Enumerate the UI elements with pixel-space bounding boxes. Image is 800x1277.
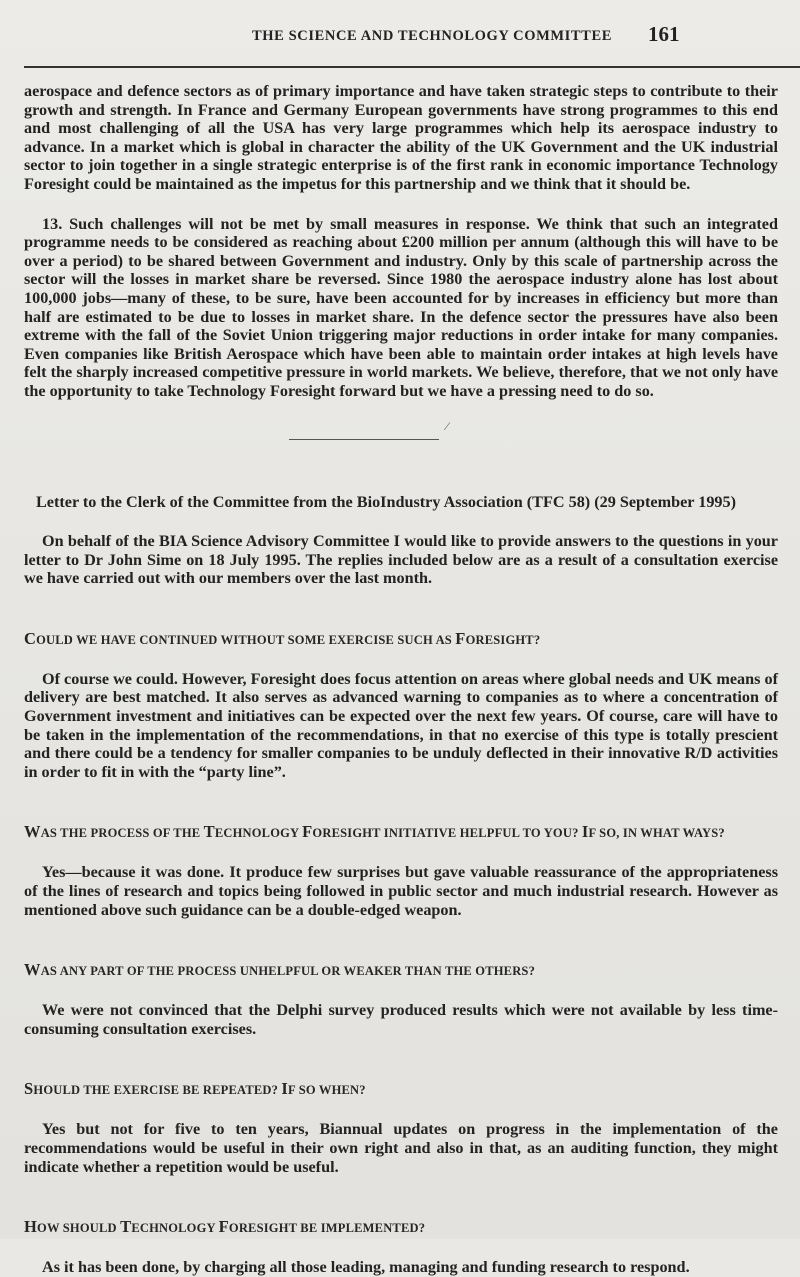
letter-intro: On behalf of the BIA Science Advisory Committee I would like to provide answers to the questions in your letter to Dr John Sime on 18 July 1995. The replies included below are as a result of a consultation exercise we have carried out with our members over the last month. xyxy=(24,532,778,588)
separator-rule xyxy=(289,439,439,440)
question-heading xyxy=(24,1080,778,1099)
answer-paragraph: Yes but not for five to ten years, Biannual updates on progress in the implementation of the recommendations would be useful in their own right and also in that, as an auditing function, they might indicate whether a repetition would be useful. xyxy=(24,1120,778,1176)
answer-paragraph: As it has been done, by charging all those leading, managing and funding research to respond. xyxy=(42,1258,690,1277)
answer-paragraph: Of course we could. However, Foresight does focus attention on areas where global needs and UK means of delivery are best matched. It also serves as advanced warning to companies as to where a concentration of Government investment and initiatives can be expected over the next few years. Of course, care will have to be taken in the implementation of the recommendations, in that no exercise of this type is totally prescient and there could be a tendency for smaller companies to be unduly deflected in their innovative R/D activities in order to fit in with the “party line”. xyxy=(24,669,778,781)
answer-paragraph: Yes—because it was done. It produce few surprises but gave valuable reassurance of the appropriateness of the lines of research and topics being followed in public sector and much industrial research. However as mentioned above such guidance can be a double-edged weapon. xyxy=(24,863,778,919)
answer-paragraph: We were not convinced that the Delphi survey produced results which were not available by less time-consuming consultation exercises. xyxy=(24,1001,778,1038)
question-initial: T xyxy=(203,822,215,842)
question-text: HOULD THE EXERCISE BE REPEATED? xyxy=(33,1083,282,1098)
header-title: THE SCIENCE AND TECHNOLOGY COMMITTEE xyxy=(252,28,612,44)
page-content xyxy=(24,82,778,1277)
question-heading xyxy=(24,823,778,842)
question-text: OULD WE HAVE CONTINUED WITHOUT SOME EXERCISE SUCH AS xyxy=(36,632,456,647)
question-initial: C xyxy=(24,628,37,648)
page-number: 161 xyxy=(648,22,680,46)
question-initial: T xyxy=(120,1217,132,1237)
section-separator xyxy=(24,401,778,471)
question-text: ECHNOLOGY xyxy=(131,1221,219,1236)
question-text: ORESIGHT? xyxy=(465,632,541,647)
question-initial: I xyxy=(281,1079,289,1099)
question-initial: F xyxy=(302,822,313,842)
question-heading xyxy=(24,1218,778,1237)
question-initial: F xyxy=(455,628,466,648)
question-text: F SO, IN WHAT WAYS? xyxy=(588,826,725,841)
stray-mark-icon: ⁄ xyxy=(446,418,449,433)
question-text: OW SHOULD xyxy=(37,1221,121,1236)
question-heading xyxy=(24,961,778,980)
question-initial: I xyxy=(581,822,589,842)
paragraph-13: 13. Such challenges will not be met by small measures in response. We think that such an integrated programme needs to be considered as reaching about £200 million per annum (although this will have to be over a period) to be shared between Government and industry. Only by this scale of partnership across the sector will the losses in market share be reversed. Since 1980 the aerospace industry alone has lost about 100,000 jobs—many of these, to be sure, have been accounted for by increases in efficiency but more than half are estimated to be due to losses in market share. In the defence sector the pressures have also been extreme with the fall of the Soviet Union triggering major reductions in order intake for many companies. Even companies like British Aerospace which have been able to maintain order intakes at high levels have felt the sharply increased competitive pressure in world markets. We believe, therefore, that we not only have the opportunity to take Technology Foresight forward but we have a pressing need to do so. xyxy=(24,214,778,400)
question-initial: F xyxy=(218,1217,229,1237)
question-text: ORESIGHT INITIATIVE HELPFUL TO YOU? xyxy=(312,826,582,841)
question-text: AS ANY PART OF THE PROCESS UNHELPFUL OR WEAKER THAN THE OTHERS? xyxy=(40,964,536,979)
question-initial: H xyxy=(24,1217,38,1237)
question-initial: W xyxy=(24,960,41,980)
question-text: F SO WHEN? xyxy=(288,1083,366,1098)
running-header xyxy=(0,22,800,52)
question-initial: S xyxy=(24,1079,34,1099)
question-text: AS THE PROCESS OF THE xyxy=(40,826,204,841)
question-heading xyxy=(24,630,778,649)
question-initial: W xyxy=(24,822,41,842)
letter-heading: Letter to the Clerk of the Committee from the BioIndustry Association (TFC 58) (29 September 1995) xyxy=(36,492,736,511)
question-text: ORESIGHT BE IMPLEMENTED? xyxy=(228,1221,426,1236)
header-rule xyxy=(24,66,800,68)
question-text: ECHNOLOGY xyxy=(214,826,303,841)
paragraph-continuation: aerospace and defence sectors as of primary importance and have taken strategic steps to contribute to their growth and strength. In France and Germany European governments have strong programmes to this end and most challenging of all the USA has very large programmes which help its aerospace industry to advance. In a market which is global in character the ability of the UK Government and the UK industrial sector to join together in a single strategic enterprise is of the first rank in economic importance Technology Foresight could be maintained as the impetus for this partnership and we think that it should be. xyxy=(24,82,778,193)
